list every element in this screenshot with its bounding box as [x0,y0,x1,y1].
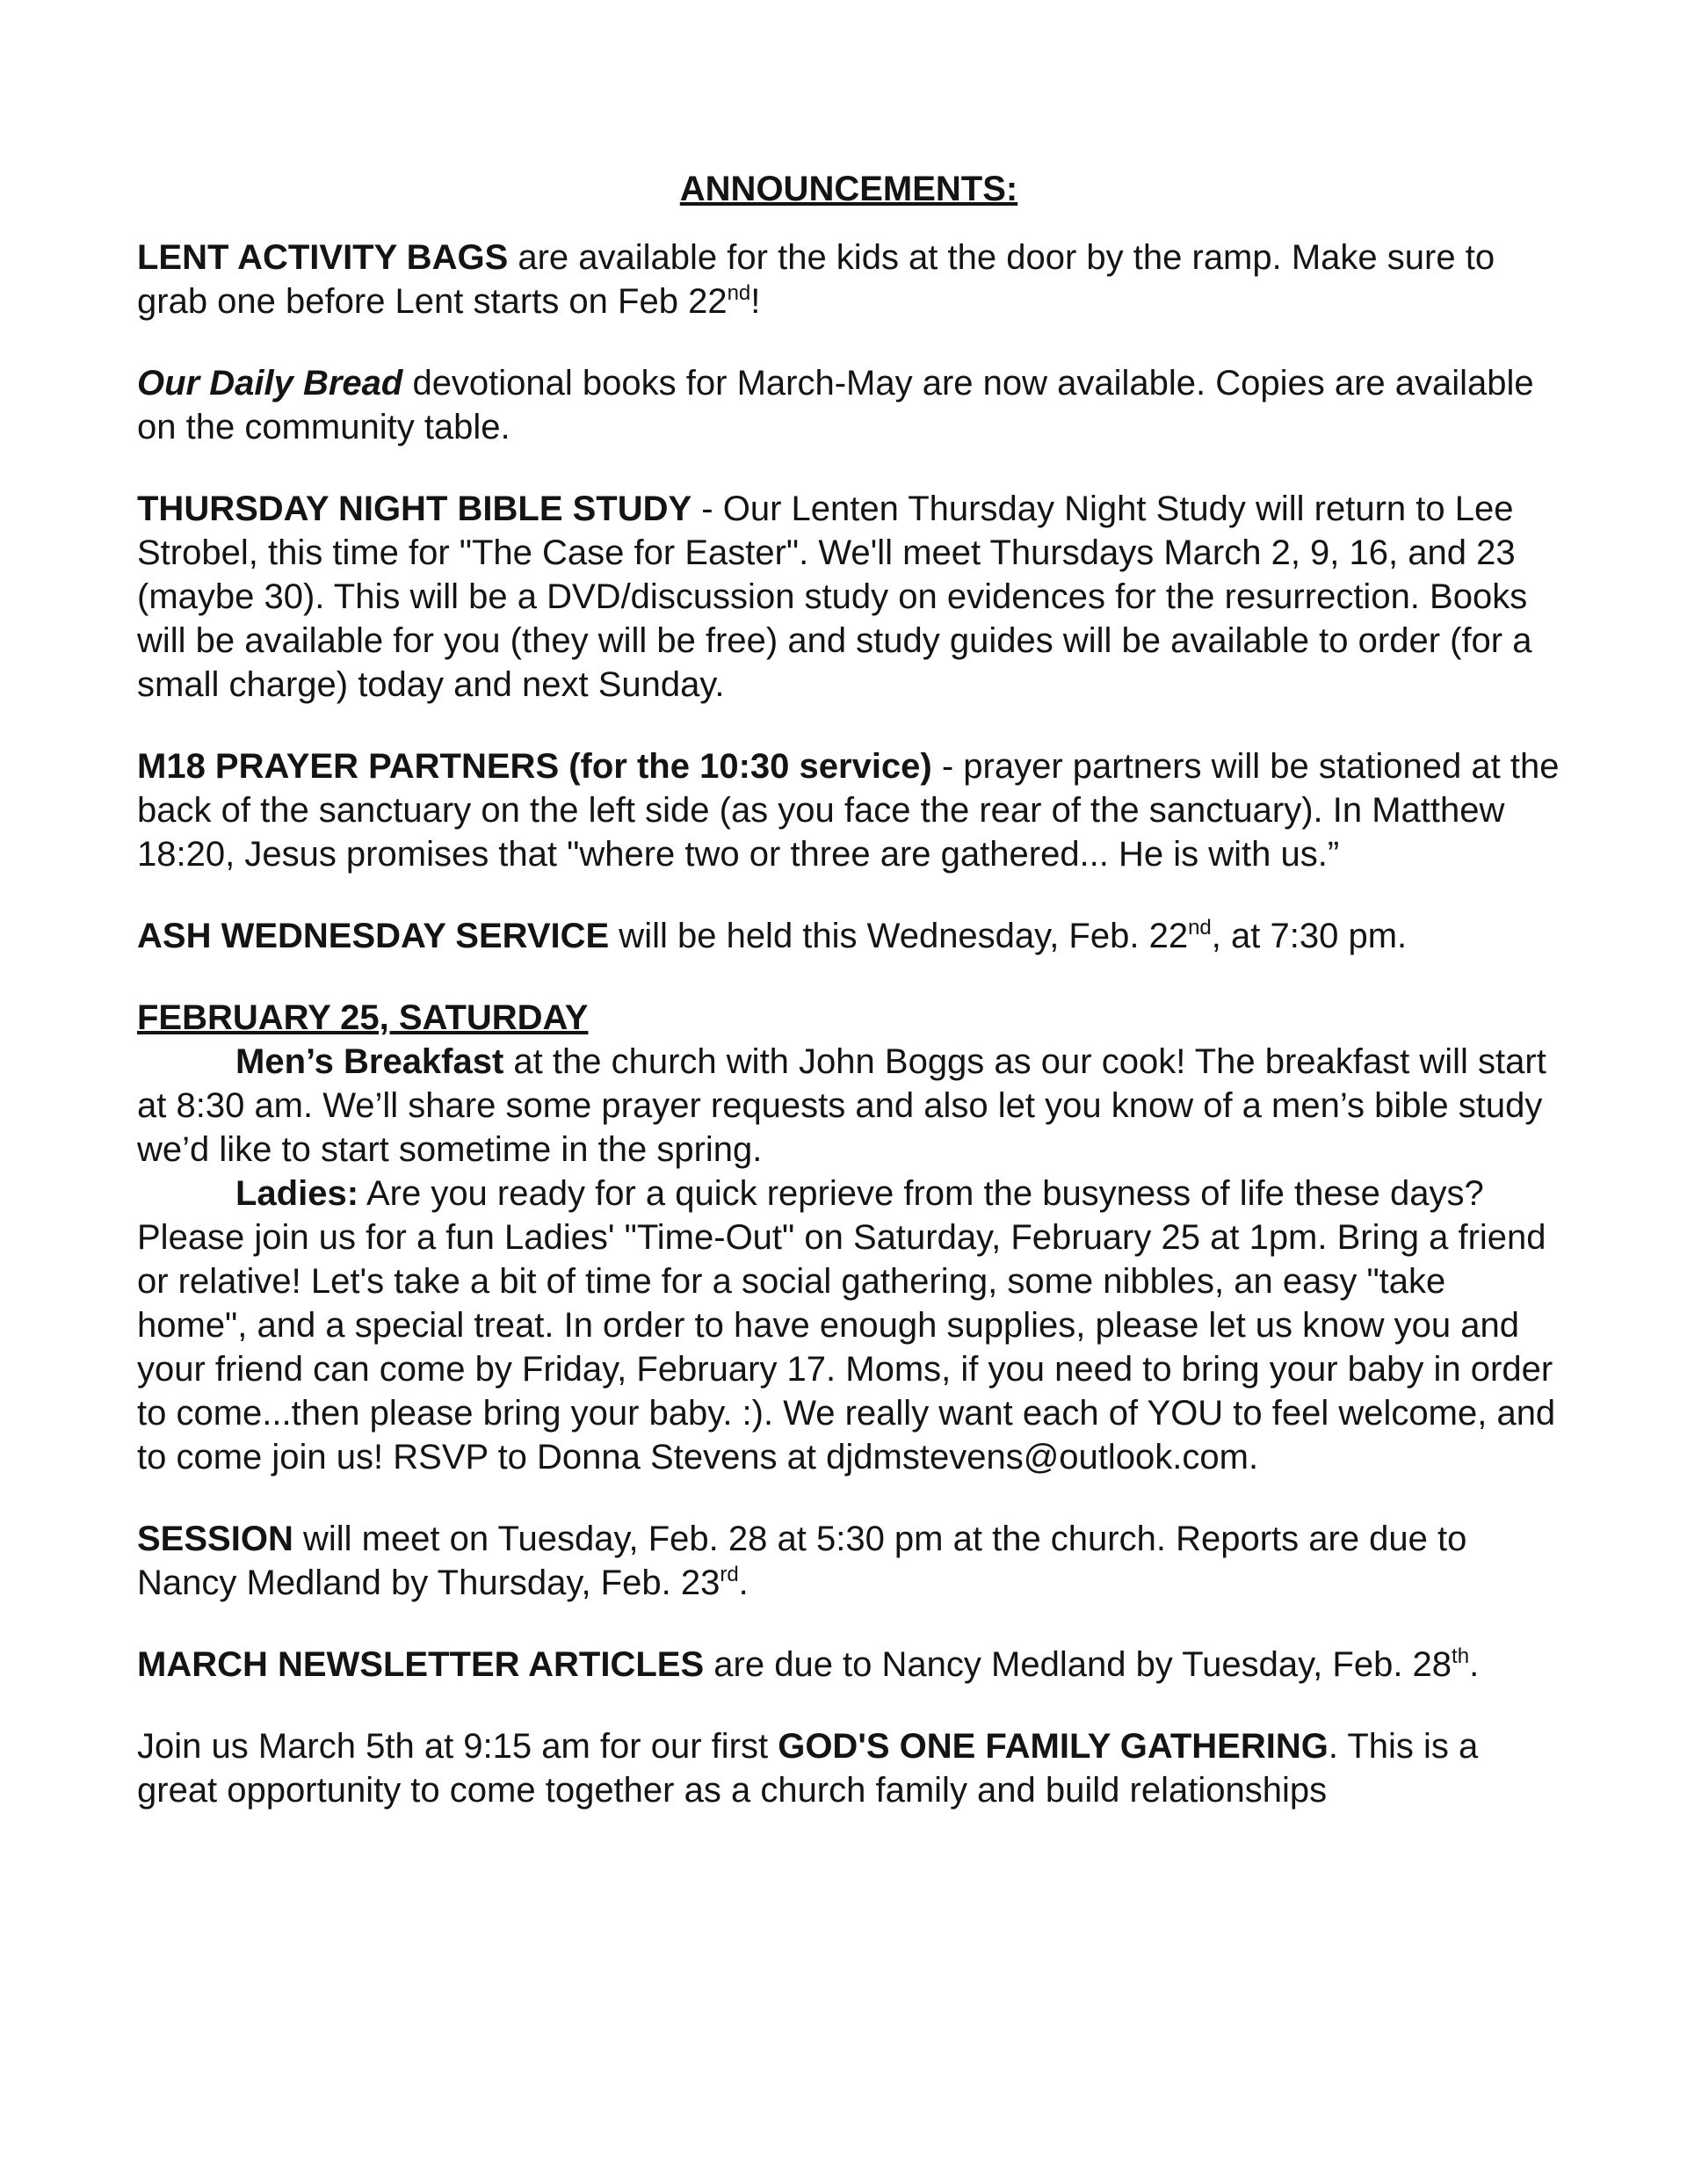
session-end: . [738,1564,749,1602]
ash-wednesday-announcement [137,914,1560,958]
mens-breakfast-paragraph [137,1040,1560,1172]
ash-wednesday-end: , at 7:30 pm. [1211,917,1408,955]
newsletter-text: are due to Nancy Medland by Tuesday, Feb. 28 [704,1645,1452,1684]
page-title: ANNOUNCEMENTS: [679,170,1018,208]
prayer-partners-announcement [137,744,1560,876]
mens-breakfast-text: at the church with John Boggs as our cook! The breakfast will start at 8:30 am. We’ll share some prayer requests and also let you know of a men’s bible study we’d like to start sometime in the spring. [137,1042,1546,1169]
lent-heading: LENT ACTIVITY BAGS [137,238,509,277]
lent-date-suffix: nd [727,281,751,305]
bible-study-heading: THURSDAY NIGHT BIBLE STUDY [137,490,692,528]
newsletter-announcement [137,1643,1560,1687]
ash-wednesday-text: will be held this Wednesday, Feb. 22 [609,917,1189,955]
mens-breakfast-heading: Men’s Breakfast [235,1042,504,1081]
ladies-text: Are you ready for a quick reprieve from the busyness of life these days? Please join us for a fun Ladies' "Time-Out" on Saturday, February 25 at 1pm. Bring a friend or relative! Let's take a bit of time for a social gathering, some nibbles, an easy "take home", and a special treat. In order to have enough supplies, please let us know you and your friend can come by Friday, February 17. Moms, if you need to bring your baby in order to come...then please bring your baby. :). We really want each of YOU to feel welcome, and to come join us! RSVP to Donna Stevens at djdmstevens@outlook.com. [137,1174,1556,1477]
family-gathering-heading: GOD'S ONE FAMILY GATHERING [778,1727,1329,1766]
ladies-heading: Ladies: [235,1174,359,1213]
daily-bread-text: devotional books for March-May are now available. Copies are available on the community table. [137,364,1534,446]
newsletter-date-suffix: th [1452,1644,1470,1668]
family-gathering-text: Join us March 5th at 9:15 am for our first [137,1727,778,1766]
session-date-suffix: rd [720,1563,739,1586]
lent-end: ! [750,282,761,321]
newsletter-heading: MARCH NEWSLETTER ARTICLES [137,1645,705,1684]
ash-wednesday-heading: ASH WEDNESDAY SERVICE [137,917,610,955]
session-heading: SESSION [137,1520,293,1558]
bible-study-announcement [137,487,1560,707]
family-gathering-end: . This is a great opportunity to come together as a church family and build relationships [137,1727,1479,1810]
february-25-heading: FEBRUARY 25, SATURDAY [137,998,589,1037]
family-gathering-announcement [137,1724,1560,1812]
session-text: will meet on Tuesday, Feb. 28 at 5:30 pm at the church. Reports are due to Nancy Medland by Thursday, Feb. 23 [137,1520,1467,1602]
announcements-page [137,167,1560,1812]
newsletter-end: . [1469,1645,1480,1684]
prayer-partners-heading: M18 PRAYER PARTNERS (for the 10:30 service) [137,747,932,786]
bible-study-text: - Our Lenten Thursday Night Study will return to Lee Strobel, this time for "The Case for Easter". We'll meet Thursdays March 2, 9, 16, and 23 (maybe 30). This will be a DVD/discussion study on evidences for the resurrection. Books will be available for you (they will be free) and study guides will be available to order (for a small charge) today and next Sunday. [137,490,1532,704]
lent-text: are available for the kids at the door by the ramp. Make sure to grab one before Lent starts on Feb 22 [137,238,1495,321]
ladies-paragraph [137,1172,1560,1479]
daily-bread-heading: Our Daily Bread [137,364,403,403]
lent-activity-bags-announcement [137,236,1560,323]
session-announcement [137,1517,1560,1605]
prayer-partners-text: - prayer partners will be stationed at the back of the sanctuary on the left side (as you face the rear of the sanctuary). In Matthew 18:20, Jesus promises that "where two or three are gathered... He is with us.” [137,747,1560,874]
daily-bread-announcement [137,361,1560,449]
february-25-section [137,996,1560,1479]
ash-date-suffix: nd [1188,916,1212,940]
